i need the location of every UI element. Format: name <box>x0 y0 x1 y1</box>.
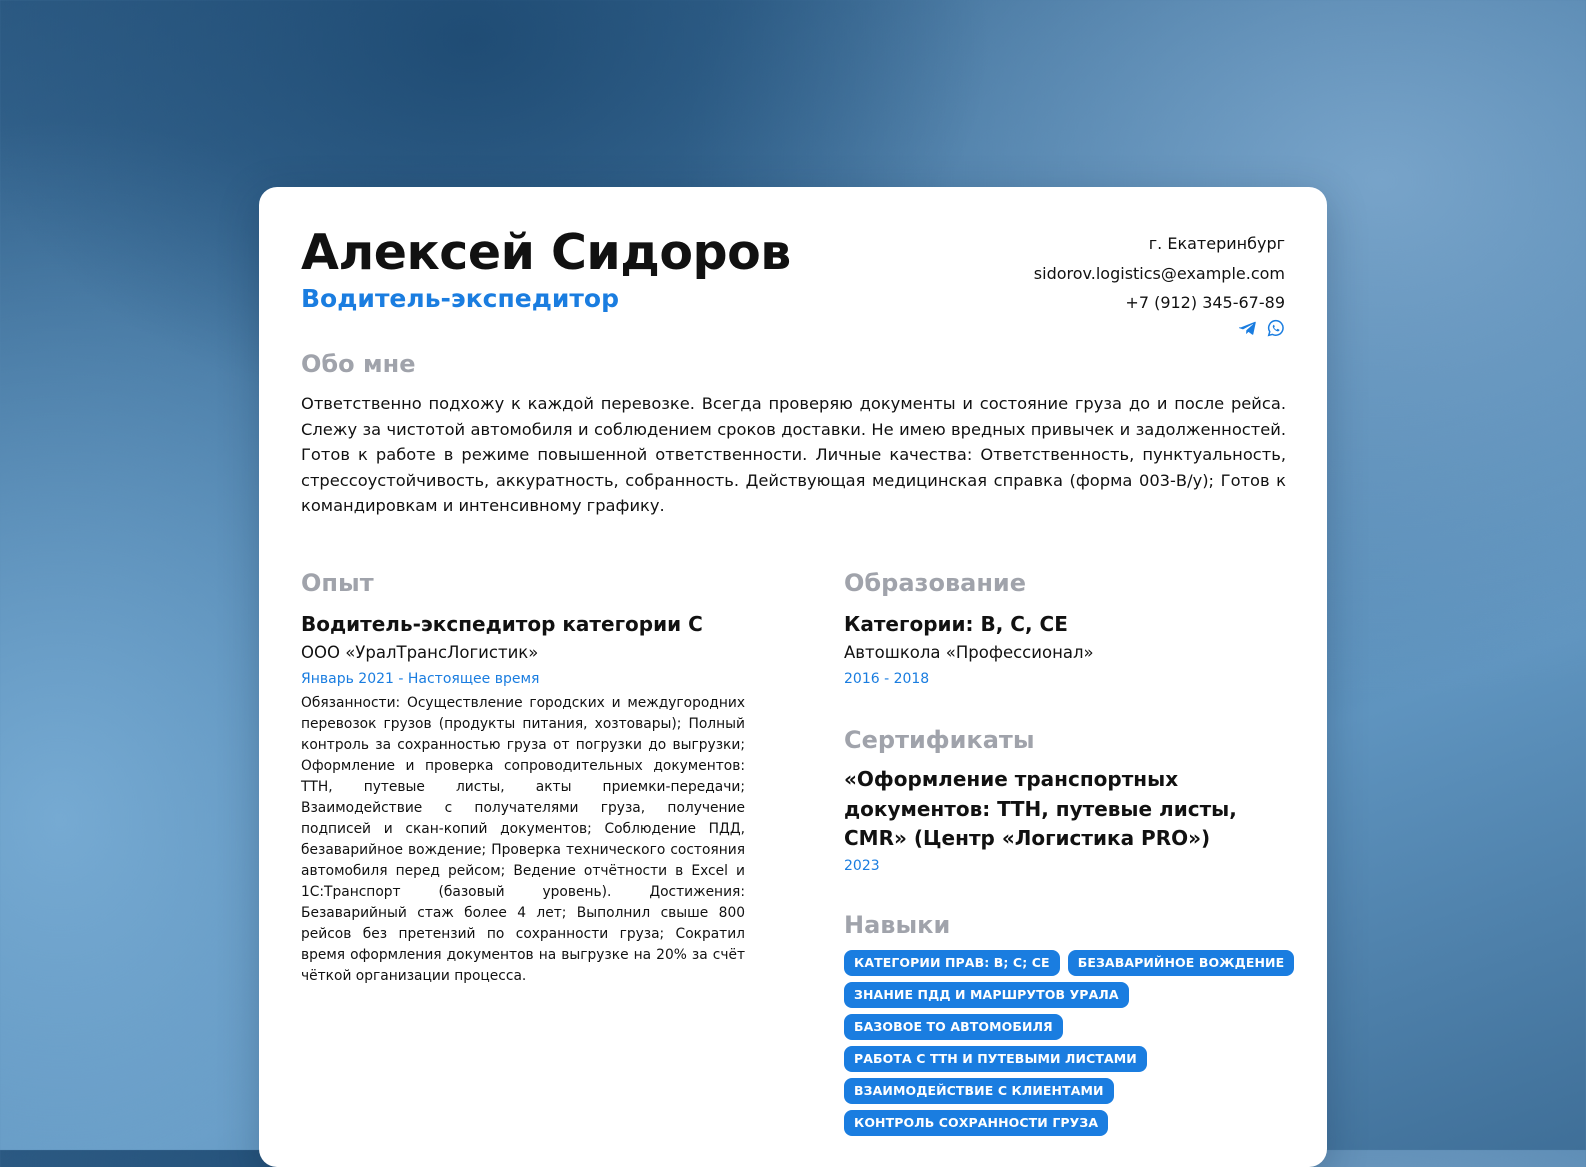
skill-tag: КОНТРОЛЬ СОХРАННОСТИ ГРУЗА <box>844 1110 1108 1136</box>
telegram-icon[interactable] <box>1239 319 1257 337</box>
skill-tag: ВЗАИМОДЕЙСТВИЕ С КЛИЕНТАМИ <box>844 1078 1114 1104</box>
contact-block <box>1034 229 1285 318</box>
certificates-section-title: Сертификаты <box>844 726 1035 754</box>
about-text: Ответственно подхожу к каждой перевозке. Всегда проверяю документы и состояние груза до и после рейса. Слежу за чистотой автомобиля и соблюдением сроков доставки. Не имею вредных привычек и задолженностей. Готов к работе в режиме повышенной ответственности. Личные качества: Ответственность, пунктуальность, стрессоустойчивость, аккуратность, собранность. Действующая медицинская справка (форма 003-В/у); Готов к командировкам и интенсивному графику. <box>301 394 1286 515</box>
job-title: Водитель-экспедитор категории С <box>301 612 703 636</box>
education-section-title: Образование <box>844 569 1027 597</box>
experience-section-title: Опыт <box>301 569 374 597</box>
email-link[interactable]: sidorov.logistics@example.com <box>1033 263 1285 283</box>
about-section-title: Обо мне <box>301 350 416 378</box>
education-school: Автошкола «Профессионал» <box>844 643 1094 662</box>
skill-tag: КАТЕГОРИИ ПРАВ: В; С; СЕ <box>844 950 1060 976</box>
skills-section-title: Навыки <box>844 910 951 939</box>
resume-card <box>259 187 1327 1167</box>
phone-link[interactable]: +7 (912) 345-67-89 <box>1125 293 1285 312</box>
whatsapp-icon[interactable] <box>1267 319 1285 337</box>
skill-tag: ЗНАНИЕ ПДД И МАРШРУТОВ УРАЛА <box>844 982 1129 1008</box>
certificate-year: 2023 <box>844 857 880 874</box>
skill-tag: РАБОТА С ТТН И ПУТЕВЫМИ ЛИСТАМИ <box>844 1046 1147 1072</box>
right-column <box>844 568 1289 1142</box>
job-duties: Обязанности: Осуществление городских и междугородних перевозок грузов (продукты питания, хозтовары); Полный контроль за сохранностью груза от погрузки до выгрузки; Оформление и проверка сопроводительных документов: ТТН, путевые листы, акты приемки-передачи; Взаимодействие с получателями груза, получение подписей и скан-копий документов; Соблюдение ПДД, безаварийное вождение; Проверка технического состояния автомобиля перед рейсом; Ведение отчётности в Excel и 1С:Транспорт (базовый уровень). Достижения: Безаварийный стаж более 4 лет; Выполнил свыше 800 рейсов без претензий по сохранности груза; Сократил время оформления документов на выгрузке на 20% за счёт чёткой организации процесса. <box>301 695 745 984</box>
candidate-role: Водитель-экспедитор <box>301 284 619 313</box>
skills-list <box>844 950 1289 1142</box>
experience-section <box>301 568 745 987</box>
education-years: 2016 - 2018 <box>844 671 930 687</box>
certificate-name: «Оформление транспортных документов: ТТН, путевые листы, CMR» (Центр «Логистика PRO») <box>844 767 1237 850</box>
candidate-name: Алексей Сидоров <box>301 224 791 281</box>
social-links <box>1239 319 1285 337</box>
city: г. Екатеринбург <box>1148 234 1285 253</box>
skill-tag: БАЗОВОЕ ТО АВТОМОБИЛЯ <box>844 1014 1063 1040</box>
education-degree: Категории: В, С, СЕ <box>844 612 1068 636</box>
company-name: ООО «УралТрансЛогистик» <box>301 643 539 662</box>
skill-tag: БЕЗАВАРИЙНОЕ ВОЖДЕНИЕ <box>1068 950 1295 976</box>
job-period: Январь 2021 - Настоящее время <box>301 671 540 687</box>
